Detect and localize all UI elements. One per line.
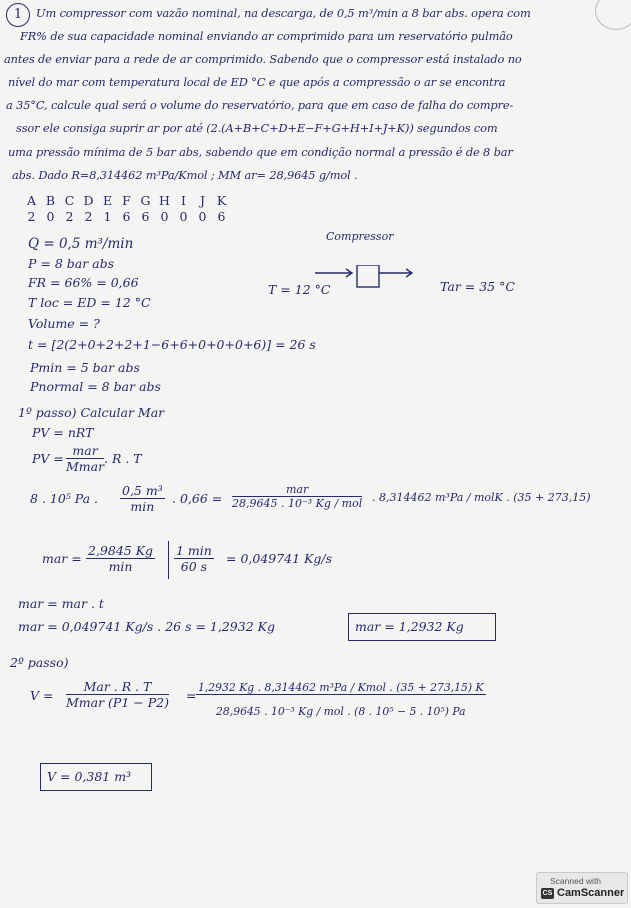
fraction-denominator: Mmar [66,459,105,474]
letter: K [216,193,227,208]
letter: G [140,193,151,208]
digit: 0 [46,209,55,224]
fraction-denominator: 28,9645 . 10⁻³ Kg / mol . (8 . 10⁵ − 5 . 10⁵) Pa [216,705,466,718]
fraction-numerator: Mar . R . T [66,679,169,695]
digit: 0 [160,209,169,224]
digit: 0 [179,209,188,224]
digit: 6 [141,209,150,224]
letter: C [64,193,75,208]
step1-eq2-right: . R . T [104,451,142,466]
given-temperature: T loc = ED = 12 °C [28,295,151,310]
given-fr: FR = 66% = 0,66 [28,275,139,290]
digit: 0 [198,209,207,224]
badge-line-1: Scanned with [550,876,602,886]
step2-result-box [40,763,152,791]
digits-row [22,209,231,224]
given-pressure: P = 8 bar abs [28,256,115,271]
fraction-numerator: 2,9845 Kg [88,543,154,558]
fraction-numerator: 0,5 m³ [122,483,163,498]
given-volume: Volume = ? [28,316,100,331]
badge-line-2: CamScanner [557,887,625,899]
given-pmin: Pmin = 5 bar abs [30,360,140,375]
fraction-denominator: 28,9645 . 10⁻³ Kg / mol [232,497,363,510]
problem-line-2: FR% de sua capacidade nominal enviando ar comprimido para um reservatório pulmão [20,29,513,43]
step1-eq4-a: mar = [42,551,82,566]
step1-eq5: mar = mar . t [18,596,104,611]
digit: 2 [84,209,93,224]
step2-formula-fraction [66,679,169,710]
step2-substitution-fraction [196,681,486,718]
given-flow: Q = 0,5 m³/min [28,236,134,252]
problem-line-7: uma pressão mínima de 5 bar abs, sabendo que em condição normal a pressão é de 8 bar [8,145,513,159]
step1-result-box [348,613,496,641]
problem-line-3: antes de enviar para a rede de ar comprimido. Sabendo que o compressor está instalado no [4,52,522,66]
fraction-numerator: 1,2932 Kg . 8,314462 m³Pa / Kmol . (35 + 273,15) K [198,681,484,694]
camscanner-logo-icon: CS [542,890,553,897]
step1-eq4-b: = 0,049741 Kg/s [226,551,333,566]
fraction-denominator: 60 s [180,559,208,574]
problem-number: 1 [6,3,30,27]
conversion-divider [168,541,169,579]
letter: B [45,193,56,208]
page-corner-mark [595,0,631,30]
problem-line-5: a 35°C, calcule qual será o volume do reservatório, para que em caso de falha do compre- [6,98,514,112]
letter: A [26,193,37,208]
step2-v-left: V = [30,688,54,703]
step1-result: mar = 1,2932 Kg [355,619,464,634]
camscanner-badge [536,872,628,904]
fraction-numerator: 1 min [176,543,212,558]
letter: F [122,193,131,208]
letter: J [199,193,205,208]
given-time: t = [2(2+0+2+2+1−6+6+0+0+0+6)] = 26 s [28,337,316,352]
problem-line-4: nível do mar com temperatura local de ED °C e que após a compressão o ar se encontra [8,75,506,89]
step2-result: V = 0,381 m³ [47,769,132,784]
step1-eq3-c: . 8,314462 m³Pa / molK . (35 + 273,15) [372,491,591,504]
step1-eq3-mass-fraction [232,483,362,510]
fraction-numerator: mar [232,483,362,497]
diagram-outlet-temp: Tar = 35 °C [440,279,515,294]
step1-eq4-fraction [86,543,155,574]
letter: D [83,193,94,208]
step1-eq3-flow-fraction [120,483,165,514]
problem-line-8: abs. Dado R=8,314462 m³Pa/Kmol ; MM ar= 28,9645 g/mol . [12,168,358,182]
step1-eq3-b: . 0,66 = [172,491,223,506]
step2-equals: = [186,688,197,703]
fraction-denominator: min [130,499,155,514]
fraction-numerator: mar [66,443,104,459]
compressor-diagram [315,265,415,291]
step1-title: 1º passo) Calcular Mar [18,405,165,420]
step1-eq1: PV = nRT [32,425,94,440]
problem-line-6: ssor ele consiga suprir ar por até (2.(A+B+C+D+E−F+G+H+I+J+K)) segundos com [16,121,498,135]
fraction-denominator: Mmar (P1 − P2) [66,695,169,710]
compressor-box [357,265,379,287]
given-pnormal: Pnormal = 8 bar abs [30,379,161,394]
digit: 6 [217,209,226,224]
fraction-denominator: min [108,559,133,574]
letter: H [159,193,170,208]
diagram-label: Compressor [326,230,394,243]
step2-title: 2º passo) [10,655,69,670]
digit: 6 [122,209,131,224]
step1-eq2-left: PV = [32,451,64,466]
step1-eq6: mar = 0,049741 Kg/s . 26 s = 1,2932 Kg [18,619,275,634]
step1-eq4-conversion [174,543,214,574]
digit: 2 [27,209,36,224]
step1-eq3-a: 8 . 10⁵ Pa . [30,491,99,506]
digit: 2 [65,209,74,224]
letters-row [22,193,231,208]
letter: I [181,193,186,208]
diagram-inlet-temp: T = 12 °C [268,282,331,297]
problem-line-1: Um compressor com vazão nominal, na descarga, de 0,5 m³/min a 8 bar abs. opera com [36,6,531,20]
letter: E [102,193,113,208]
digit: 1 [103,209,112,224]
step1-eq2-fraction [66,443,104,474]
